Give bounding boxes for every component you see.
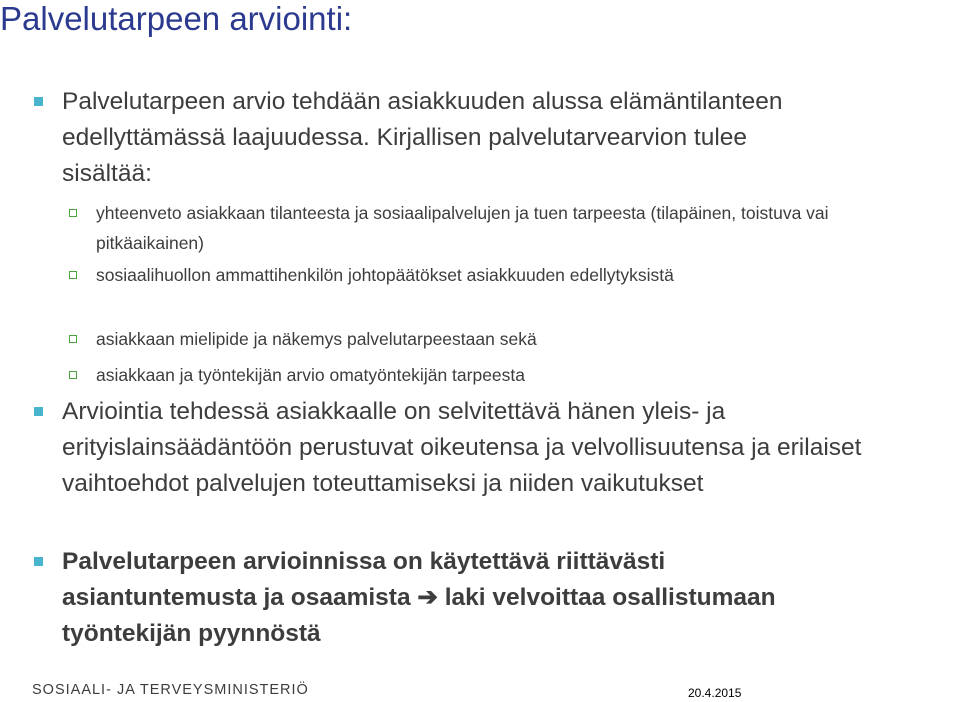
sub-bullet-text: sosiaalihuollon ammattihenkilön johtopäätökset asiakkuuden edellytyksistä bbox=[96, 265, 674, 285]
bullet-item-emphasis bbox=[62, 544, 822, 652]
square-bullet-icon bbox=[34, 407, 43, 416]
sub-bullet-item bbox=[96, 324, 856, 354]
slide-title: Palvelutarpeen arviointi: bbox=[0, 0, 353, 37]
bullet-item bbox=[62, 394, 892, 502]
hollow-square-bullet-icon bbox=[69, 371, 77, 379]
sub-bullet-item bbox=[96, 260, 746, 290]
hollow-square-bullet-icon bbox=[69, 271, 77, 279]
square-bullet-icon bbox=[34, 97, 43, 106]
bullet-text: Arviointia tehdessä asiakkaalle on selvitettävä hänen yleis- ja erityislainsäädäntöön perustuvat oikeutensa ja velvollisuutensa ja erilaiset vaihtoehdot palvelujen toteuttamiseksi ja niiden vaikutukset bbox=[62, 398, 862, 497]
bullet-text: Palvelutarpeen arvio tehdään asiakkuuden alussa elämäntilanteen edellyttämässä laajuudessa. Kirjallisen palvelutarvearvion tulee sisältää: bbox=[62, 88, 783, 187]
footer-date: 20.4.2015 bbox=[688, 686, 742, 700]
bullet-item bbox=[62, 84, 802, 192]
square-bullet-icon bbox=[34, 557, 43, 566]
hollow-square-bullet-icon bbox=[69, 335, 77, 343]
bullet-text: Palvelutarpeen arvioinnissa on käytettävä riittävästi asiantuntemusta ja osaamista ➔ laki velvoittaa osallistumaan työntekijän pyynnöstä bbox=[62, 548, 776, 647]
hollow-square-bullet-icon bbox=[69, 209, 77, 217]
sub-bullet-text: asiakkaan ja työntekijän arvio omatyöntekijän tarpeesta bbox=[96, 365, 525, 385]
ministry-logo-text: SOSIAALI- JA TERVEYSMINISTERIÖ bbox=[32, 682, 309, 698]
sub-bullet-text: asiakkaan mielipide ja näkemys palvelutarpeestaan sekä bbox=[96, 329, 537, 349]
sub-bullet-item bbox=[96, 360, 856, 390]
sub-bullet-text: yhteenveto asiakkaan tilanteesta ja sosiaalipalvelujen ja tuen tarpeesta (tilapäinen, toistuva vai pitkäaikainen) bbox=[96, 203, 829, 253]
sub-bullet-item bbox=[96, 198, 856, 258]
